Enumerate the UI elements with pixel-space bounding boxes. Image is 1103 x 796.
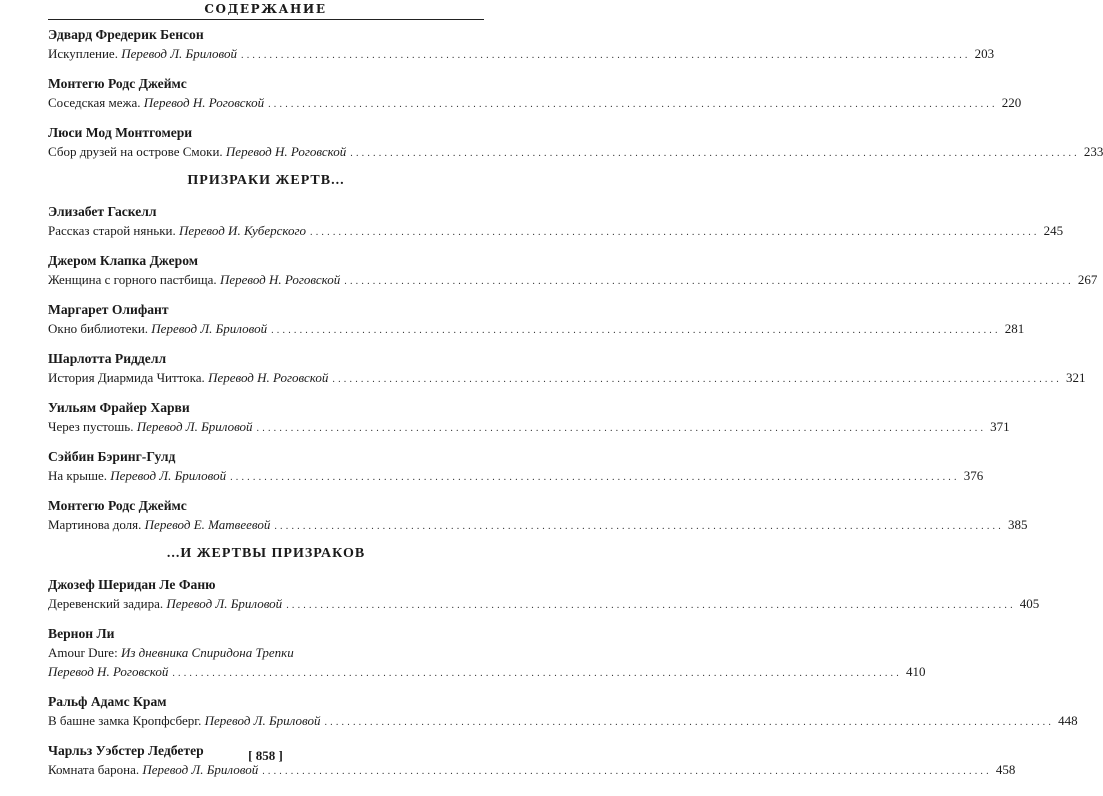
toc-entry (48, 350, 1086, 389)
entry-author: Монтегю Родс Джеймс (48, 76, 187, 91)
entry-translator: Перевод Н. Роговской (143, 95, 265, 110)
entry-title: История Диармида Читтока. (48, 370, 209, 385)
entry-page-number: 376 (963, 468, 984, 483)
entry-author: Чарльз Уэбстер Ледбетер (48, 743, 204, 758)
entry-page-number: 233 (1083, 144, 1103, 159)
entry-page-number: 371 (990, 419, 1010, 434)
entry-page-number: 220 (1001, 95, 1022, 110)
entry-line (48, 93, 1022, 114)
entry-translator: Перевод Н. Роговской (219, 272, 341, 287)
entry-text (48, 594, 282, 613)
toc-entry (48, 203, 1064, 242)
entry-line (48, 368, 1086, 389)
entry-text (48, 368, 328, 387)
section-title: ПРИЗРАКИ ЖЕРТВ... (187, 173, 345, 188)
entry-author: Джозеф Шеридан Ле Фаню (48, 577, 216, 592)
entry-title: Искупление. (48, 46, 122, 61)
toc-entry (48, 26, 995, 65)
entry-author: Сэйбин Бэринг-Гулд (48, 449, 176, 464)
dot-leader: ................................................................................................................................ (286, 600, 1016, 611)
dot-leader: ................................................................................................................................ (268, 99, 998, 110)
dot-leader: ................................................................................................................................ (172, 668, 902, 679)
entry-translator: Перевод Н. Роговской (208, 370, 329, 385)
entry-page-number: 267 (1077, 272, 1098, 287)
entry-title-line (48, 643, 484, 662)
dot-leader: ................................................................................................................................ (350, 148, 1080, 159)
dot-leader: ................................................................................................................................ (241, 50, 971, 61)
entry-page-number: 385 (1007, 517, 1028, 532)
entry-author: Монтегю Родс Джеймс (48, 498, 187, 513)
entry-author: Элизабет Гаскелл (48, 204, 157, 219)
entry-author: Вернон Ли (48, 626, 115, 641)
entry-translator: Перевод Л. Бриловой (136, 419, 253, 434)
entry-line (48, 515, 1028, 536)
header-rule (48, 19, 484, 20)
entry-line (48, 662, 926, 683)
entry-title: Окно библиотеки. (48, 321, 152, 336)
entry-line (48, 319, 1025, 340)
dot-leader: ................................................................................................................................ (310, 227, 1040, 238)
page-folio: [ 858 ] (248, 748, 283, 763)
entry-text (48, 221, 306, 240)
entry-title: В башне замка Кропфсберг. (48, 713, 205, 728)
entry-title: Рассказ старой няньки. (48, 223, 179, 238)
entry-translator: Перевод Л. Бриловой (142, 762, 259, 777)
entry-translator: Перевод Н. Роговской (225, 144, 347, 159)
entry-text (48, 466, 226, 485)
entry-author: Джером Клапка Джером (48, 253, 198, 268)
entry-page-number: 281 (1004, 321, 1025, 336)
entry-page-number: 321 (1066, 370, 1086, 385)
toc-entry (48, 124, 1103, 163)
entry-line (48, 711, 1078, 732)
entry-translator: Перевод Е. Матвеевой (144, 517, 271, 532)
entry-text (48, 142, 346, 161)
running-head: СОДЕРЖАНИЕ (204, 2, 327, 16)
entry-line (48, 417, 1010, 438)
entry-author: Маргарет Олифант (48, 302, 169, 317)
entry-text (48, 93, 264, 112)
entry-page-number: 203 (974, 46, 995, 61)
toc-entry (48, 576, 1040, 615)
dot-leader: ................................................................................................................................ (262, 766, 992, 777)
entry-translator: Перевод Л. Бриловой (166, 596, 283, 611)
entry-translator: Перевод Л. Бриловой (121, 46, 238, 61)
entry-author: Люси Мод Монтгомери (48, 125, 193, 140)
entry-title: Комната барона. (48, 762, 143, 777)
entry-translator: Перевод Л. Бриловой (151, 321, 268, 336)
dot-leader: ................................................................................................................................ (344, 276, 1074, 287)
entry-translator: Перевод Л. Бриловой (204, 713, 321, 728)
entry-title: На крыше. (48, 468, 111, 483)
entry-title: Мартинова доля. (48, 517, 145, 532)
entry-text (48, 711, 320, 730)
toc-entry (48, 693, 1078, 732)
dot-leader: ................................................................................................................................ (332, 374, 1062, 385)
entry-translator: Перевод Л. Бриловой (110, 468, 227, 483)
entry-text (48, 319, 267, 338)
toc-content (48, 26, 1103, 791)
entry-title: Деревенский задира. (48, 596, 167, 611)
dot-leader: ................................................................................................................................ (324, 717, 1055, 728)
section-title: ...И ЖЕРТВЫ ПРИЗРАКОВ (166, 546, 366, 561)
entry-text (48, 417, 253, 436)
dot-leader: ................................................................................................................................ (256, 423, 987, 434)
entry-translator: Перевод Н. Роговской (48, 664, 169, 679)
entry-page-number: 405 (1019, 596, 1040, 611)
entry-text (48, 270, 340, 289)
entry-line (48, 466, 984, 487)
toc-entry (48, 301, 1025, 340)
entry-text (48, 44, 237, 63)
toc-entry (48, 399, 1010, 438)
entry-line (48, 221, 1064, 242)
entry-text (48, 515, 270, 534)
entry-author: Эдвард Фредерик Бенсон (48, 27, 204, 42)
entry-page-number: 245 (1043, 223, 1064, 238)
entry-title: Женщина с горного пастбища. (48, 272, 220, 287)
toc-entry (48, 75, 1022, 114)
entry-title: Amour Dure: (48, 645, 121, 660)
dot-leader: ................................................................................................................................ (230, 472, 960, 483)
entry-title: Через пустошь. (48, 419, 137, 434)
dot-leader: ................................................................................................................................ (274, 521, 1004, 532)
entry-text (48, 662, 168, 681)
entry-page-number: 410 (905, 664, 926, 679)
entry-page-number: 458 (995, 762, 1016, 777)
entry-line (48, 594, 1040, 615)
entry-author: Уильям Фрайер Харви (48, 400, 190, 415)
toc-entry (48, 448, 984, 487)
entry-page-number: 448 (1058, 713, 1078, 728)
entry-title: Сбор друзей на острове Смоки. (48, 144, 226, 159)
entry-line (48, 270, 1098, 291)
toc-entry (48, 625, 926, 683)
dot-leader: ................................................................................................................................ (271, 325, 1001, 336)
entry-line (48, 142, 1103, 163)
entry-line (48, 44, 995, 65)
entry-subtitle: Из дневника Спиридона Трепки (120, 645, 294, 660)
toc-entry (48, 497, 1028, 536)
entry-author: Шарлотта Ридделл (48, 351, 167, 366)
entry-translator: Перевод И. Куберского (179, 223, 307, 238)
entry-author: Ральф Адамс Крам (48, 694, 167, 709)
entry-title: Соседская межа. (48, 95, 144, 110)
toc-entry (48, 252, 1098, 291)
